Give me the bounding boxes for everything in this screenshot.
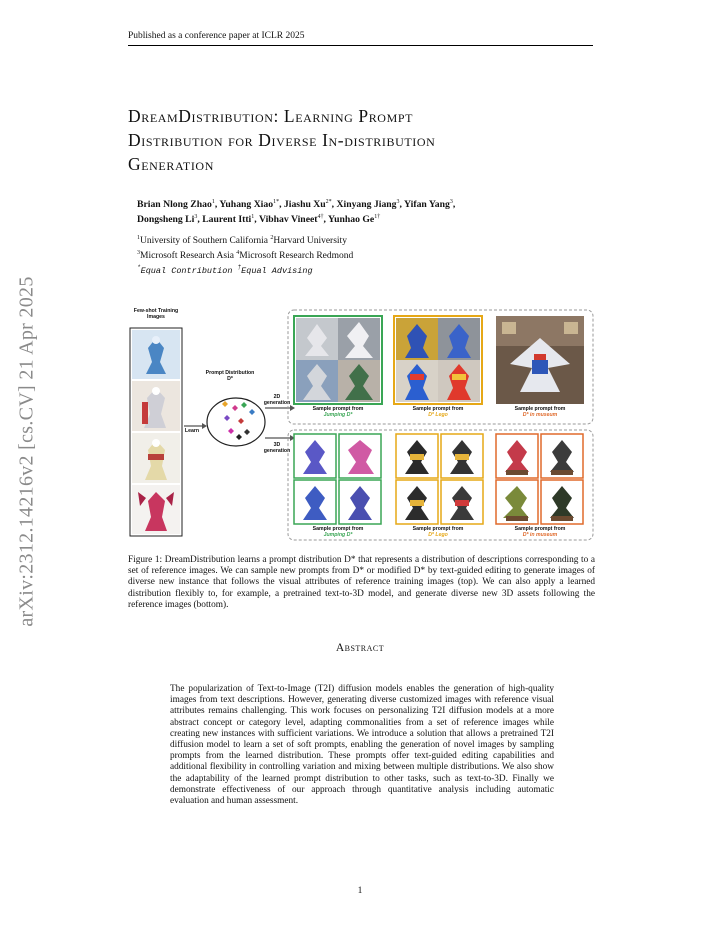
2d-sample-label-lego: Sample prompt from D* Lego [412,406,464,418]
3d-lego-images [396,434,483,524]
prompt-distribution-label: Prompt Distribution D* [205,370,255,382]
author-affiliation-mark: 2* [325,199,332,205]
3d-sample-label-lego: Sample prompt from D* Lego [412,526,464,538]
training-image-4 [132,485,180,534]
author-line-1: Brian Nlong Zhao$^1$, Yuhang Xiao$^{1*}$, Jiashu $Xu^{2*}$, Xinyang Jiang$^3$, Yifan Yang$^3$, [137,199,456,211]
figure-1-svg [128,304,595,542]
author-affiliation-mark: 1 [251,214,255,221]
2d-sample-label-museum: Sample prompt from D* in museum [514,406,566,418]
affiliations [137,232,597,277]
affiliation-line-1: $^1$University of Southern California $^2$Harvard University [137,235,347,247]
author-affiliation-mark: 1† [374,214,381,221]
2d-generation-label: 2D generation [263,394,291,406]
running-header: Published as a conference paper at ICLR 2025 [128,31,305,41]
abstract-heading: Abstract [335,642,385,654]
author-affiliation-mark: 1 [211,199,215,205]
2d-lego-images [396,318,480,402]
author-name: Vibhav Vineet [258,214,318,226]
author-affiliation-mark: 1* [273,199,280,205]
author-affiliation-mark: 4† [317,214,324,221]
figure-caption: Figure 1: DreamDistribution learns a prompt distribution D* that represents a distribution of descriptions corresponding to a set of reference images. We can sample new prompts from D* or modified D* by text-guided editing to generate images of diverse new instance that follows the visual attributes of reference training images (top). We can also apply a learned distribution flexibly to, for example, a pretrained text-to-3D model, and generate diverse new 3D assets following the reference images (bottom). [128,555,595,610]
author-name: Brian Nlong Zhao [137,199,212,211]
header-rule [128,45,593,46]
paper-title [128,104,598,176]
title-line-2: Distribution for Diverse In-distribution [128,130,436,150]
author-line-2: Dongsheng Li$^3$, Laurent Itti$^1$, Vibhav Vineet$^{4\dagger}$, Yunhao $Ge^{1\dagger}$ [137,214,381,226]
author-name: Jiashu Xu [283,199,326,211]
2d-sample-label-jumping: Sample prompt from Jumping D* [312,406,364,418]
2d-jumping-images [296,318,380,402]
author-name: Dongsheng Li [137,214,195,226]
author-name: Laurent Itti [202,214,252,226]
figure-1 [128,304,595,542]
3d-sample-label-museum: Sample prompt from D* in museum [514,526,566,538]
3d-jumping-images [294,434,381,524]
3d-generation-label: 3D generation [263,442,291,454]
author-name: Yuhang Xiao [219,199,274,211]
author-name: Yunhao Ge [328,214,375,226]
author-list [137,196,597,226]
training-image-2 [132,381,180,431]
3d-sample-label-jumping: Sample prompt from Jumping D* [312,526,364,538]
author-affiliation-mark: 3 [194,214,198,221]
page-number: 1 [357,886,363,896]
3d-museum-images [496,434,583,524]
prompt-distribution-ellipse [207,398,265,446]
author-name: Xinyang Jiang [336,199,397,211]
author-affiliation-mark: 3 [396,199,400,205]
few-shot-label: Few-shot Training Images [133,308,179,320]
learn-label: Learn [184,428,200,434]
training-image-3 [132,433,180,483]
abstract-body: The popularization of Text-to-Image (T2I) diffusion models enables the generation of high-quality images from text descriptions. However, generating diverse customized images with reference visual attributes remains challenging. This work focuses on personalizing T2I diffusion models at a more abstract concept or category level, adapting commonalities from a set of reference images while creating new instances with sufficient variations. We introduce a solution that allows a pretrained T2I diffusion model to learn a set of soft prompts, enabling the generation of novel images by sampling prompts from the learned distribution. These prompts offer text-guided editing capabilities and additional flexibility in controlling variation and mixing between multiple distributions. We also show the adaptability of the learned prompt distribution to other tasks, such as text-to-3D. Finally we demonstrate effectiveness of our approach through quantitative analysis including automatic evaluation and human assessment. [170,684,554,807]
author-name: Yifan Yang [404,199,450,211]
author-affiliation-mark: 3 [449,199,453,205]
title-line-1: DreamDistribution: Learning Prompt [128,106,414,126]
training-image-1 [132,330,180,379]
2d-museum-image [496,316,584,404]
affiliation-line-2: $^3$Microsoft Research Asia $^4$Microsoft Research Redmond [137,250,354,262]
arxiv-stamp: arXiv:2312.14216v2 [cs.CV] 21 Apr 2025 [15,276,38,627]
contribution-note: *Equal Contribution †Equal Advising [137,264,313,277]
title-line-3: Generation [128,154,214,174]
